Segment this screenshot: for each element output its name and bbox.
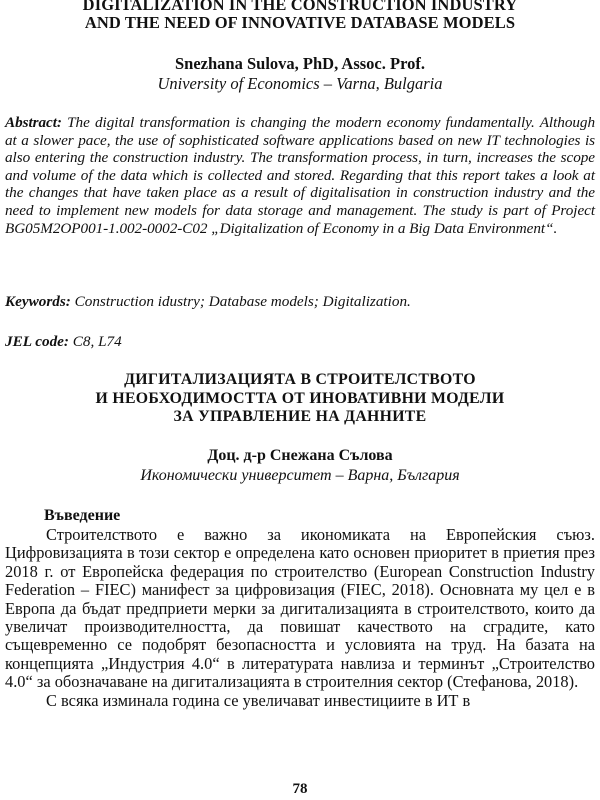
abstract-label: Abstract: [5, 114, 62, 131]
paragraph: Строителството е важно за икономиката на Европейския съюз. Цифровизацията в този сектор е определена като основен приоритет в приетия през 2018 г. от Европейска федерация по строителство (European Construction Industry Federation – FIEC) манифест за цифровизация (FIEC, 2018). Основната му цел е в Европа да бъдат предприети мерки за дигитализацията в строителството, които да увеличат производителността, да повишат качеството на сградите, като същевременно се подобрят безопасността и условията на труд. На базата на концепцията „Индустрия 4.0“ в литературата навлиза и терминът „Строителство 4.0“ за обозначаване на дигитализацията в строителния сектор (Стефанова, 2018). [5, 525, 595, 692]
bulgarian-title [0, 371, 600, 427]
english-title-line-2: AND THE NEED OF INNOVATIVE DATABASE MODELS [84, 13, 516, 32]
bulgarian-affiliation: Икономически университет – Варна, България [140, 467, 460, 484]
bulgarian-title-line-2: И НЕОБХОДИМОСТТА ОТ ИНОВАТИВНИ МОДЕЛИ [95, 389, 505, 407]
english-author: Snezhana Sulova, PhD, Assoc. Prof. [175, 54, 425, 73]
bulgarian-title-line-1: ДИГИТАЛИЗАЦИЯТА В СТРОИТЕЛСТВОТО [124, 371, 476, 388]
jel-label: JEL code: [5, 333, 69, 350]
english-title [0, 0, 600, 32]
abstract [5, 114, 595, 237]
jel-text: C8, L74 [68, 333, 122, 350]
abstract-text: The digital transformation is changing the modern economy fundamentally. Although at a slower pace, the use of sophisticated software applications based on new IT technologies is also entering the construction industry. The transformation process, in turn, increases the scope and volume of the data which is collected and stored. Regarding that this report takes a look at the changes that have taken place as a result of digitalisation in construction industry and the need to implement new models for data storage and management. The study is part of Project BG05M2OP001-1.002-0002-C02 „Digitalization of Economy in a Big Data Environment“. [5, 114, 595, 237]
keywords-text: Construction idustry; Database models; Digitalization. [70, 293, 411, 310]
bulgarian-title-line-3: ЗА УПРАВЛЕНИЕ НА ДАННИТЕ [173, 408, 427, 425]
jel-code [5, 333, 595, 351]
section-heading-introduction: Въведение [44, 507, 121, 524]
keywords-label: Keywords: [5, 293, 71, 310]
paragraph: С всяка изминала година се увеличават инвестициите в ИТ в [46, 690, 471, 710]
english-affiliation: University of Economics – Varna, Bulgaria [157, 74, 443, 93]
english-title-line-1: DIGITALIZATION IN THE CONSTRUCTION INDUSTRY [82, 0, 518, 14]
keywords [5, 293, 595, 311]
body-text [5, 526, 595, 710]
bulgarian-author: Доц. д-р Снежана Сълова [207, 447, 393, 464]
page-number: 78 [292, 781, 308, 797]
